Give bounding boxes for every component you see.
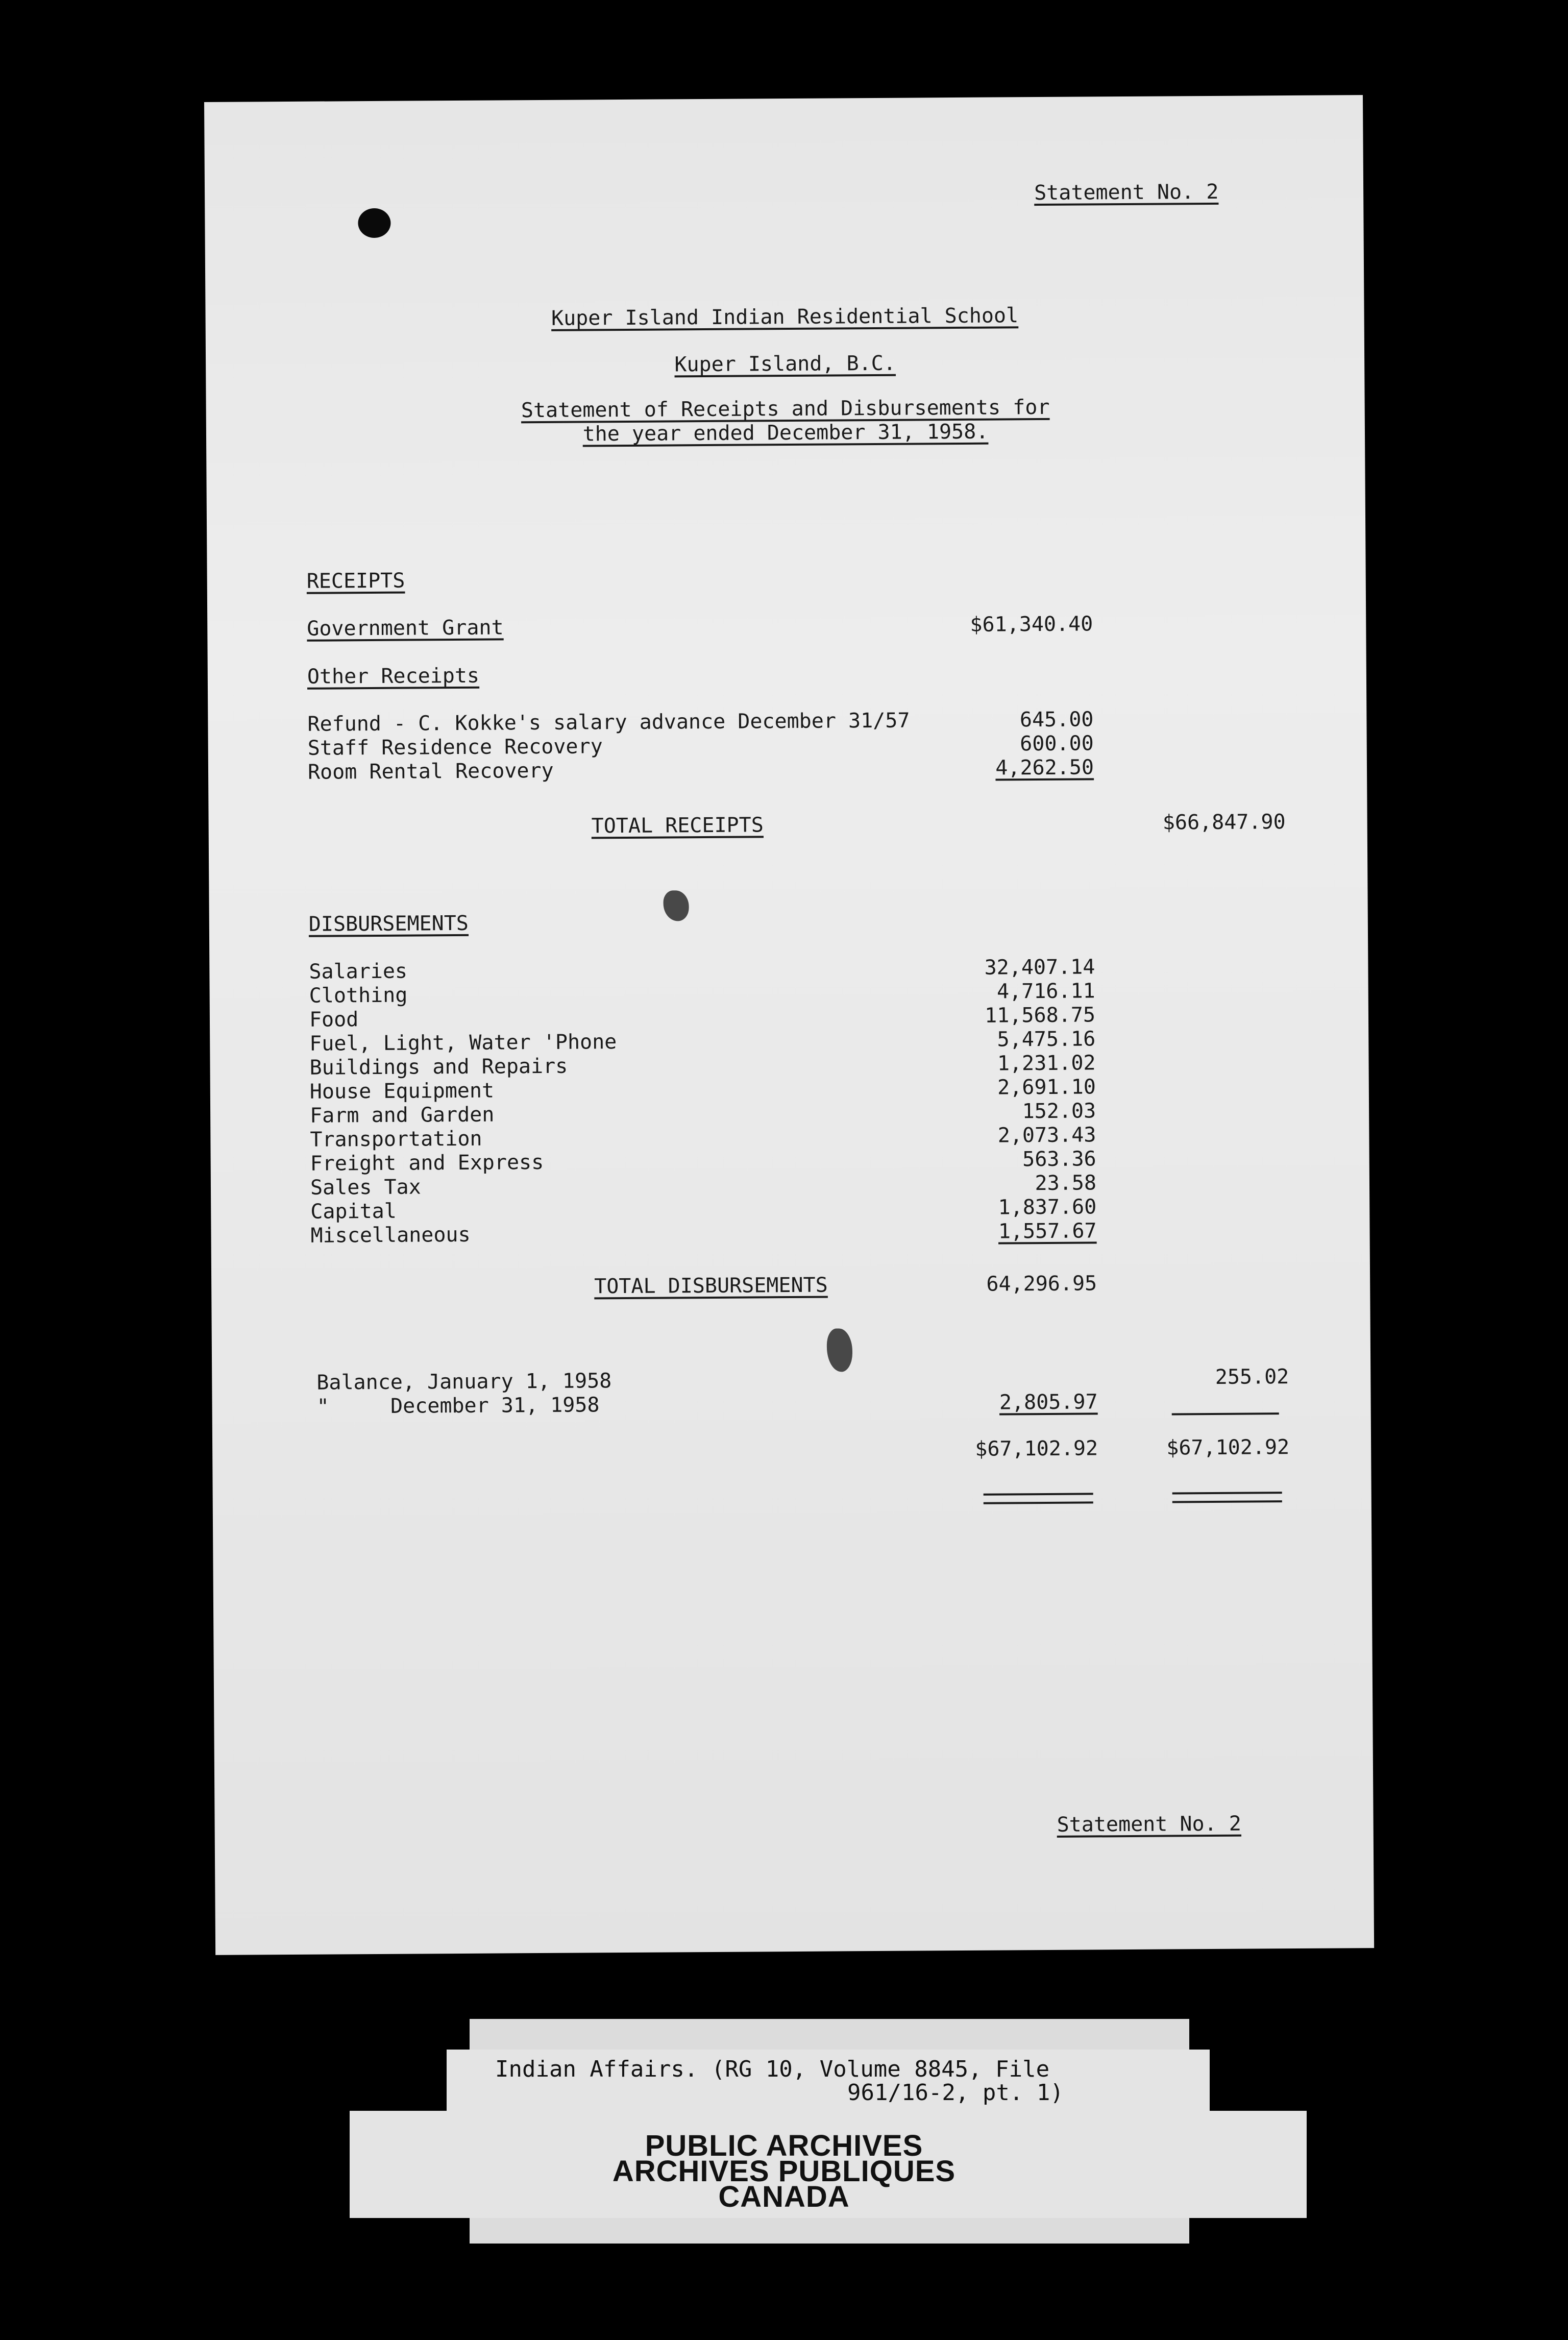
school-location: Kuper Island, B.C. — [674, 351, 896, 377]
disbursement-item-label: Capital — [310, 1199, 397, 1224]
disbursement-item-label: Miscellaneous — [310, 1223, 471, 1248]
disbursement-item-value: 11,568.75 — [985, 1003, 1096, 1028]
disbursement-item-value: 32,407.14 — [984, 955, 1095, 980]
total-disbursements-label: TOTAL DISBURSEMENTS — [594, 1273, 828, 1299]
total-receipts-label: TOTAL RECEIPTS — [591, 813, 764, 838]
other-receipts-heading: Other Receipts — [307, 664, 480, 689]
ink-smudge — [827, 1328, 853, 1372]
disbursement-item-value: 4,716.11 — [996, 979, 1095, 1004]
ink-smudge — [663, 890, 689, 921]
public-archives-text: PUBLIC ARCHIVES — [645, 2129, 923, 2162]
receipt-item-value: 645.00 — [1019, 708, 1094, 732]
disbursement-item-label: House Equipment — [309, 1079, 495, 1104]
disbursement-item-value: 5,475.16 — [997, 1027, 1096, 1052]
school-name: Kuper Island Indian Residential School — [551, 304, 1019, 330]
total-rule — [1172, 1412, 1279, 1415]
disbursement-item-label: Transportation — [310, 1127, 482, 1152]
receipt-item-value: 600.00 — [1020, 732, 1094, 756]
statement-number-bottom: Statement No. 2 — [1057, 1812, 1242, 1837]
balance-dec-value: 2,805.97 — [999, 1390, 1098, 1415]
disbursement-item-value: 1,837.60 — [998, 1195, 1097, 1220]
disbursement-item-label: Freight and Express — [310, 1150, 544, 1176]
double-rule — [984, 1501, 1093, 1504]
disbursement-item-label: Fuel, Light, Water 'Phone — [309, 1030, 617, 1056]
grand-total-left: $67,102.92 — [975, 1436, 1098, 1461]
statement-number-top: Statement No. 2 — [1034, 180, 1219, 205]
disbursement-item-value: 2,691.10 — [997, 1075, 1096, 1100]
receipts-heading: RECEIPTS — [306, 569, 405, 593]
disbursement-item-label: Farm and Garden — [309, 1103, 495, 1128]
double-rule — [984, 1493, 1093, 1495]
total-disbursements-value: 64,296.95 — [986, 1272, 1097, 1296]
receipt-item-label: Staff Residence Recovery — [307, 735, 603, 760]
disbursement-item-label: Salaries — [309, 959, 408, 984]
disbursement-item-value: 152.03 — [1022, 1099, 1096, 1124]
balance-dec-label: " December 31, 1958 — [316, 1393, 600, 1419]
disbursement-item-value: 1,231.02 — [997, 1051, 1096, 1076]
label-notch — [350, 2050, 447, 2111]
punch-hole — [358, 208, 390, 238]
government-grant-label: Government Grant — [307, 616, 504, 641]
disbursement-item-label: Food — [309, 1008, 359, 1032]
balance-jan-value: 255.02 — [1215, 1365, 1289, 1389]
document-page — [204, 95, 1374, 1955]
receipt-item-label: Refund - C. Kokke's salary advance December 31/57 — [307, 709, 910, 736]
disbursement-item-value: 23.58 — [1035, 1171, 1097, 1196]
canada-text: CANADA — [718, 2180, 850, 2213]
double-rule — [1172, 1492, 1282, 1494]
disbursement-item-label: Sales Tax — [310, 1175, 421, 1200]
total-receipts-value: $66,847.90 — [1162, 810, 1286, 835]
grand-total-right: $67,102.92 — [1166, 1435, 1290, 1460]
statement-title-line1: Statement of Receipts and Disbursements for — [521, 395, 1050, 423]
receipt-item-value: 4,262.50 — [995, 755, 1094, 780]
disbursements-heading: DISBURSEMENTS — [308, 911, 469, 936]
government-grant-value: $61,340.40 — [970, 612, 1093, 637]
label-notch — [1210, 2050, 1307, 2111]
archives-publiques-text: ARCHIVES PUBLIQUES — [612, 2155, 956, 2188]
statement-title-line2: the year ended December 31, 1958. — [582, 420, 989, 446]
disbursement-item-value: 2,073.43 — [997, 1123, 1096, 1148]
balance-jan-label: Balance, January 1, 1958 — [316, 1369, 612, 1395]
receipt-item-label: Room Rental Recovery — [307, 759, 554, 784]
disbursement-item-label: Buildings and Repairs — [309, 1054, 568, 1080]
disbursement-item-label: Clothing — [309, 983, 408, 1008]
archive-reference-line2: 961/16-2, pt. 1) — [847, 2080, 1064, 2106]
double-rule — [1172, 1500, 1282, 1503]
disbursement-item-value: 1,557.67 — [998, 1219, 1097, 1244]
archive-reference-line1: Indian Affairs. (RG 10, Volume 8845, File — [495, 2056, 1050, 2082]
disbursement-item-value: 563.36 — [1022, 1147, 1096, 1172]
